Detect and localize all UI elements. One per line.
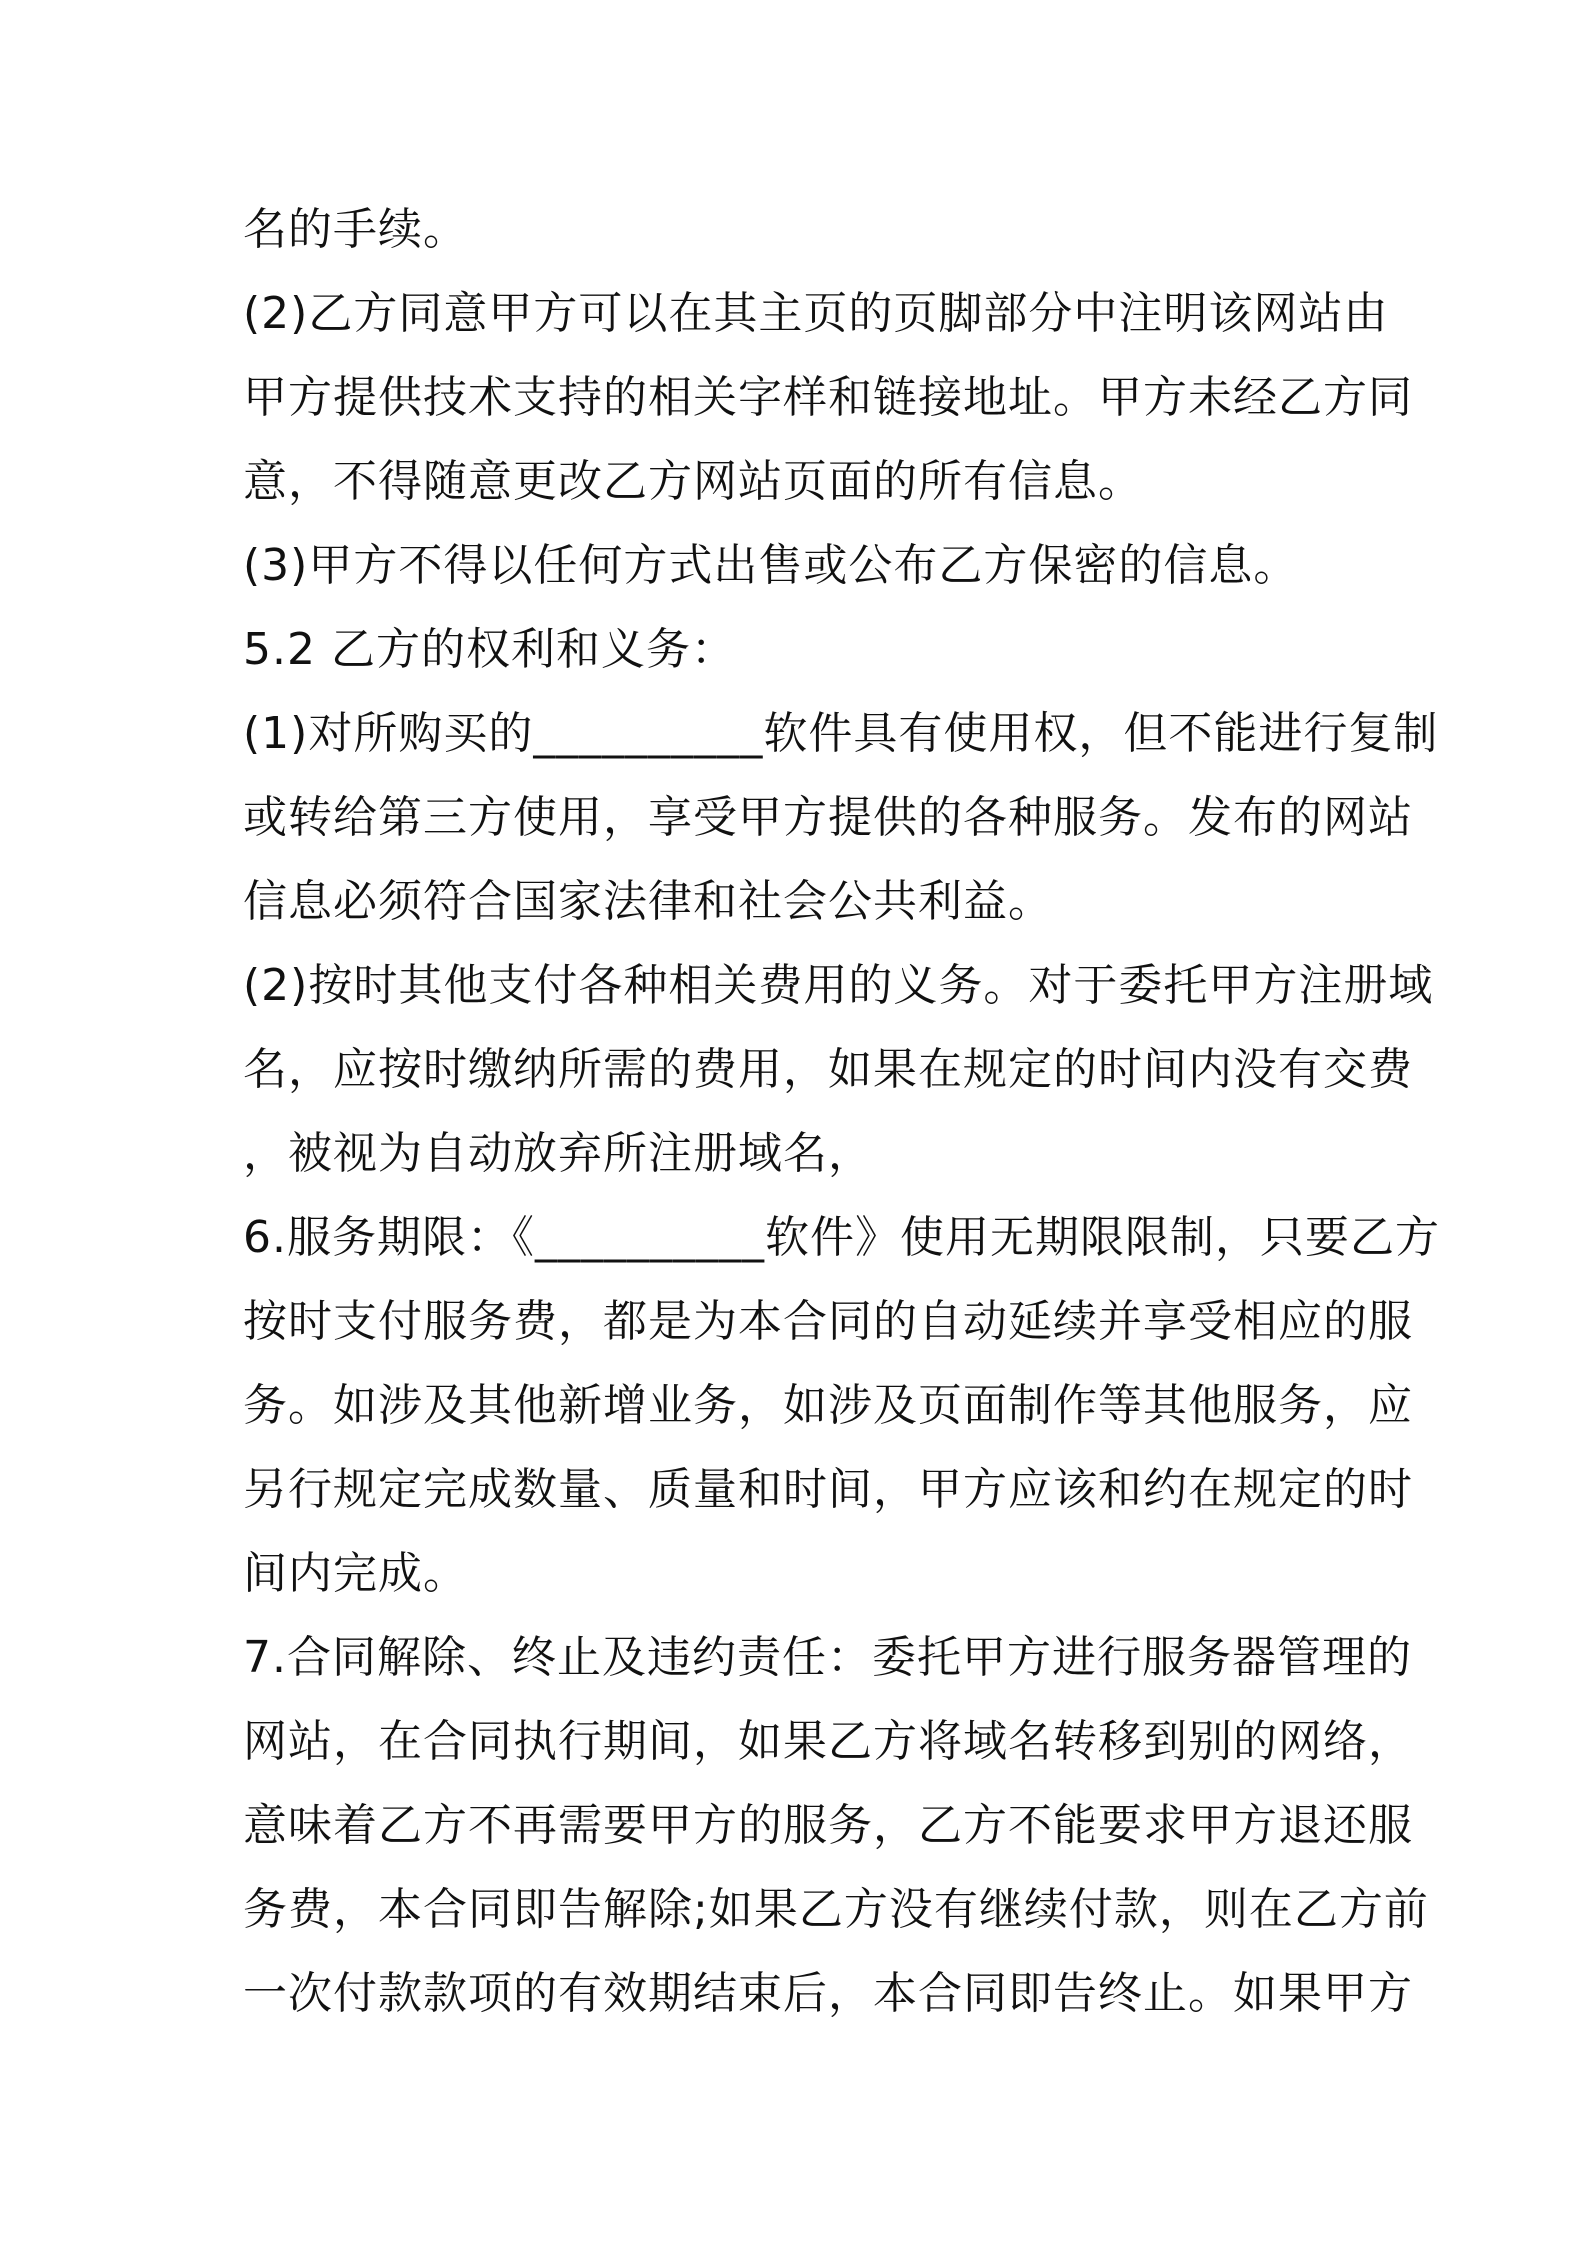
- text-line: (1)对所购买的__________软件具有使用权，但不能进行复制: [243, 708, 1439, 759]
- text-line: 名，应按时缴纳所需的费用，如果在规定的时间内没有交费: [243, 1044, 1413, 1095]
- text-line: (3)甲方不得以任何方式出售或公布乙方保密的信息。: [243, 540, 1299, 591]
- text-line: 间内完成。: [243, 1548, 468, 1599]
- text-line: 务。如涉及其他新增业务，如涉及页面制作等其他服务，应: [243, 1380, 1413, 1431]
- text-line: ，被视为自动放弃所注册域名，: [243, 1128, 873, 1179]
- text-line: 或转给第三方使用，享受甲方提供的各种服务。发布的网站: [243, 792, 1413, 843]
- text-line: 按时支付服务费，都是为本合同的自动延续并享受相应的服: [243, 1296, 1413, 1347]
- text-line: 另行规定完成数量、质量和时间，甲方应该和约在规定的时: [243, 1464, 1413, 1515]
- text-line: 甲方提供技术支持的相关字样和链接地址。甲方未经乙方同: [243, 372, 1413, 423]
- text-line: (2)乙方同意甲方可以在其主页的页脚部分中注明该网站由: [243, 288, 1389, 339]
- text-line: 名的手续。: [243, 204, 468, 255]
- text-line: 意味着乙方不再需要甲方的服务，乙方不能要求甲方退还服: [243, 1800, 1413, 1851]
- section-heading: 5.2 乙方的权利和义务：: [243, 624, 736, 675]
- text-line: 网站，在合同执行期间，如果乙方将域名转移到别的网络，: [243, 1716, 1413, 1767]
- text-line: 务费，本合同即告解除;如果乙方没有继续付款，则在乙方前: [243, 1884, 1429, 1935]
- text-line: 意，不得随意更改乙方网站页面的所有信息。: [243, 456, 1143, 507]
- text-line: 7.合同解除、终止及违约责任：委托甲方进行服务器管理的: [243, 1632, 1412, 1683]
- document-body: [243, 188, 1440, 2036]
- text-line: (2)按时其他支付各种相关费用的义务。对于委托甲方注册域: [243, 960, 1434, 1011]
- text-line: 6.服务期限：《__________软件》使用无期限限制，只要乙方: [243, 1212, 1440, 1263]
- text-line: 信息必须符合国家法律和社会公共利益。: [243, 876, 1053, 927]
- text-line: 一次付款款项的有效期结束后，本合同即告终止。如果甲方: [243, 1968, 1413, 2019]
